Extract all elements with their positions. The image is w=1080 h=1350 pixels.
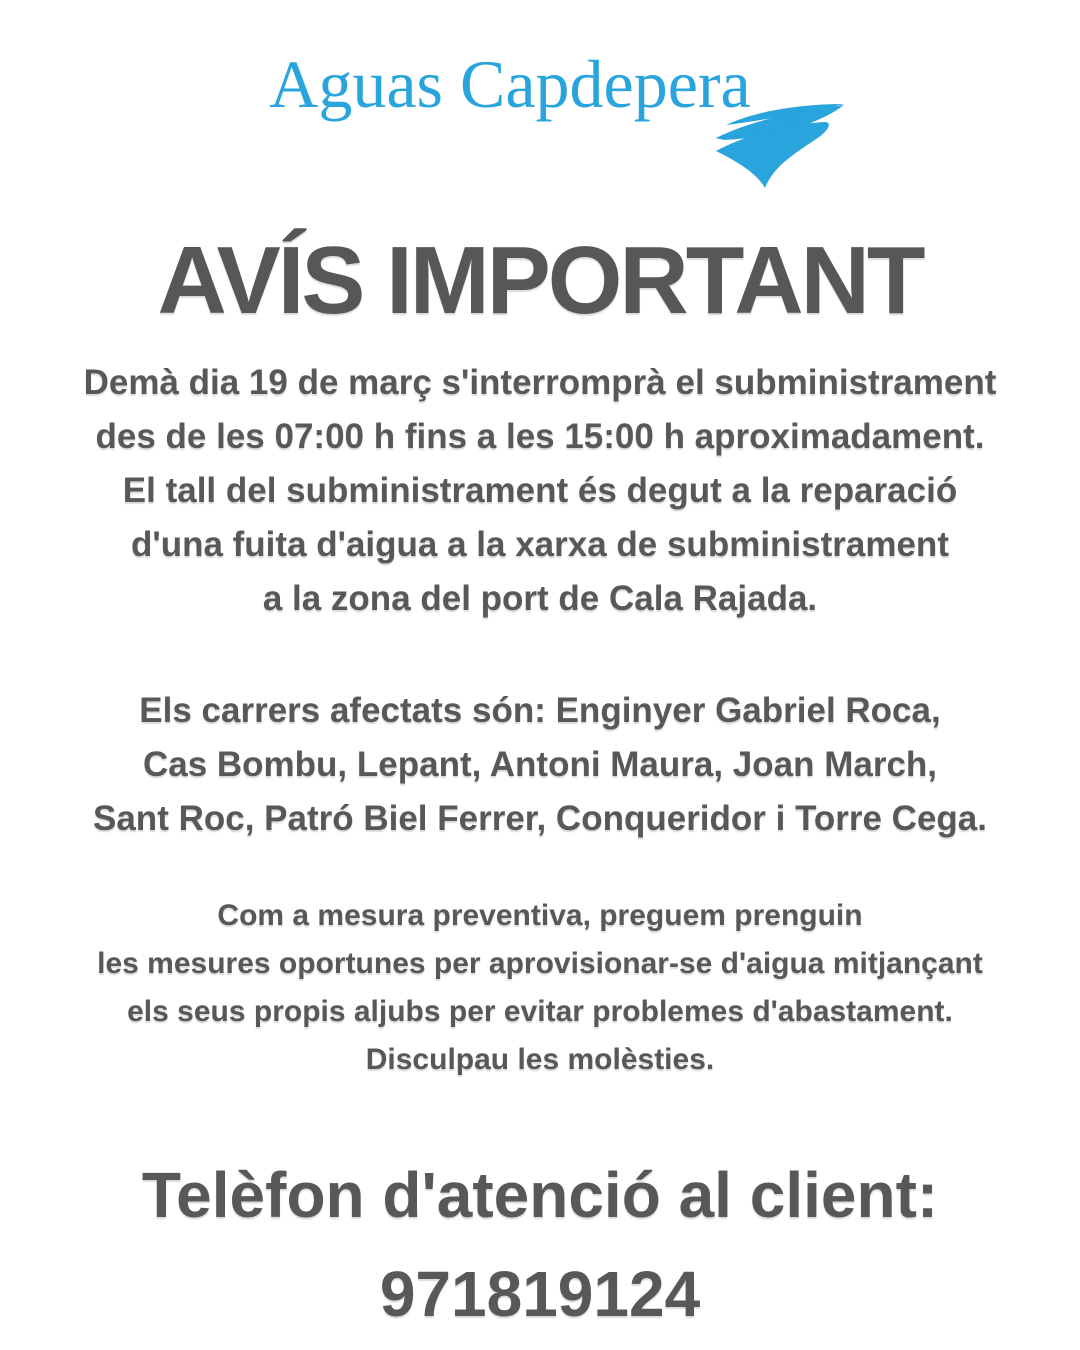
contact-phone-number: 971819124	[379, 1258, 701, 1330]
paragraph-supply-interruption	[0, 356, 1080, 626]
body-line: El tall del subministrament és degut a la reparació	[122, 471, 958, 510]
body-line: Cas Bombu, Lepant, Antoni Maura, Joan March,	[142, 745, 938, 784]
body-line: Com a mesura preventiva, preguem prenguin	[217, 899, 863, 932]
body-line: a la zona del port de Cala Rajada.	[262, 579, 818, 618]
body-line: d'una fuita d'aigua a la xarxa de subministrament	[131, 525, 949, 564]
body-line: Sant Roc, Patró Biel Ferrer, Conqueridor i Torre Cega.	[93, 799, 987, 838]
body-line: els seus propis aljubs per evitar problemes d'abastament.	[127, 995, 953, 1028]
contact-label: Telèfon d'atenció al client:	[141, 1159, 939, 1231]
paragraph-preventive-measures	[0, 892, 1080, 1084]
body-line: Demà dia 19 de març s'interromprà el subministrament	[83, 363, 997, 402]
wave-icon	[712, 102, 848, 194]
body-line: des de les 07:00 h fins a les 15:00 h aproximadament.	[95, 417, 985, 456]
paragraph-affected-streets	[0, 684, 1080, 846]
notice-title: AVÍS IMPORTANT	[157, 227, 923, 334]
brand-header	[0, 0, 1080, 188]
body-line: les mesures oportunes per aprovisionar-se d'aigua mitjançant	[97, 947, 983, 980]
contact-section	[0, 1146, 1080, 1344]
body-line: Disculpau les molèsties.	[365, 1043, 715, 1076]
brand-name: Aguas Capdepera	[269, 46, 751, 122]
body-line: Els carrers afectats són: Enginyer Gabriel Roca,	[139, 691, 941, 730]
